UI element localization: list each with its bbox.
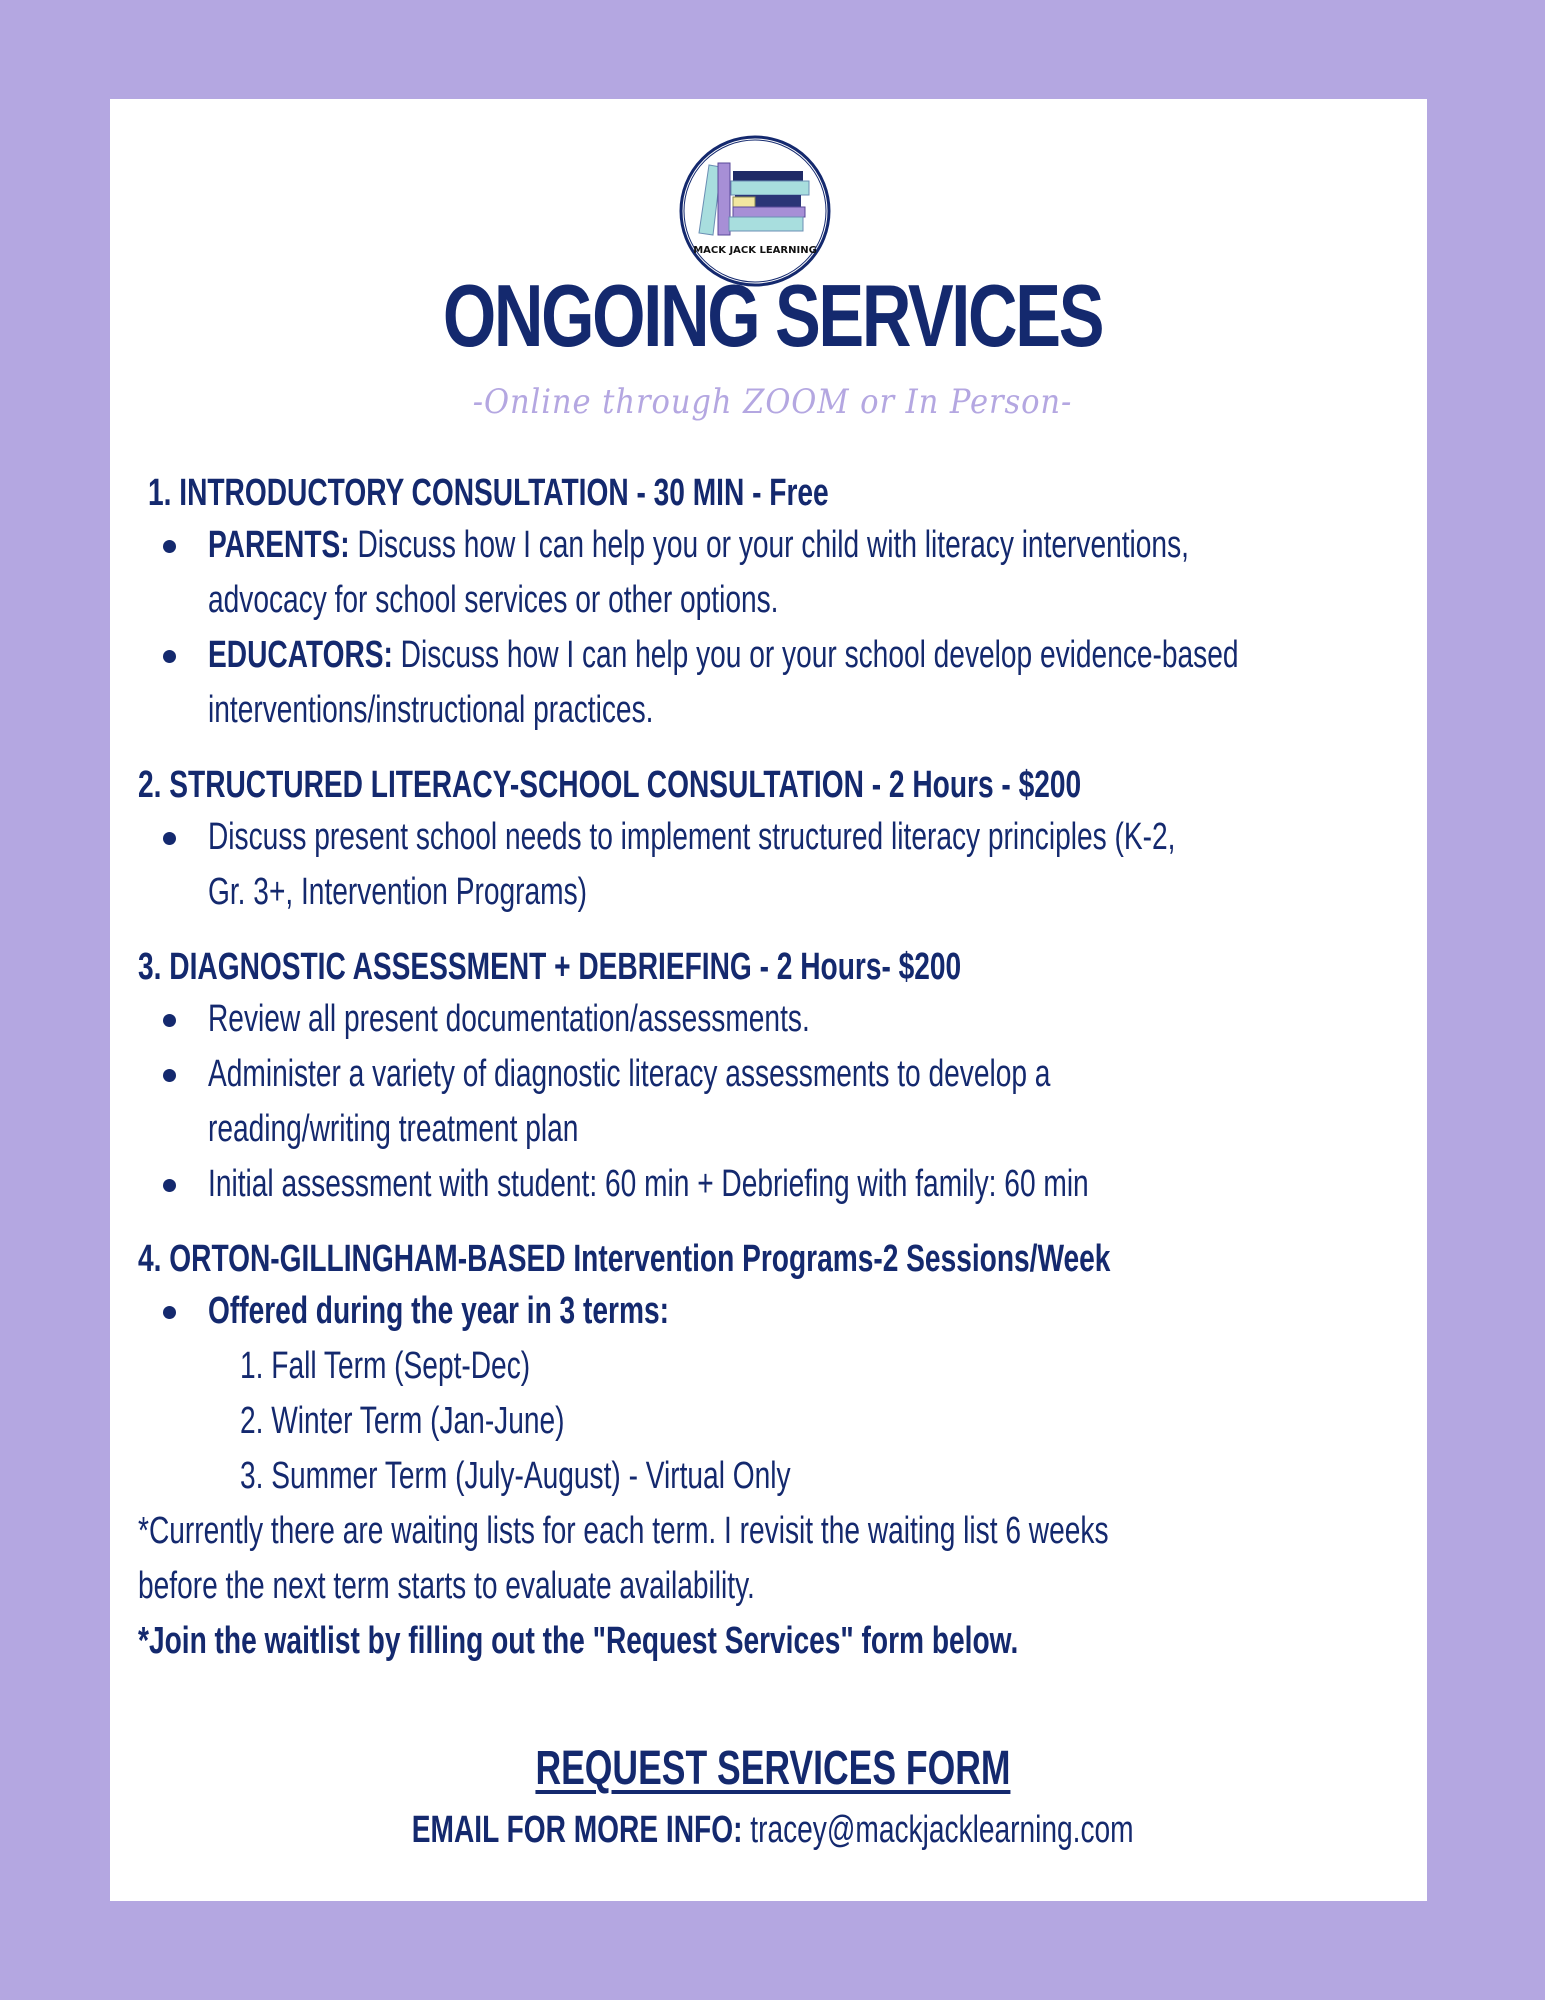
waitlist-note: before the next term starts to evaluate availability. (138, 1565, 755, 1607)
email-label: EMAIL FOR MORE INFO: (411, 1809, 743, 1851)
waitlist-note: *Currently there are waiting lists for each term. I revisit the waiting list 6 weeks (138, 1510, 1109, 1552)
bullet-icon (163, 1014, 176, 1027)
list-item: PARENTS: Discuss how I can help you or your child with literacy interventions, advocacy for school services or other options. (138, 518, 1408, 628)
service-orton-gillingham-programs (138, 1234, 1408, 1669)
section-heading: 3. DIAGNOSTIC ASSESSMENT + DEBRIEFING - 2 Hours- $200 (138, 946, 962, 988)
bullet-icon (163, 1179, 176, 1192)
section-heading: 4. ORTON-GILLINGHAM-BASED Intervention Programs-2 Sessions/Week (138, 1238, 1111, 1280)
bullet-icon (163, 1306, 176, 1319)
bullet-icon (163, 1069, 176, 1082)
email-address-link[interactable]: tracey@mackjacklearning.com (742, 1809, 1134, 1851)
page-title: ONGOING SERVICES (442, 266, 1103, 365)
list-item: Review all present documentation/assessments. (138, 992, 1408, 1047)
bullet-icon (163, 540, 176, 553)
waitlist-cta: *Join the waitlist by filling out the "Request Services" form below. (138, 1620, 1019, 1662)
section-heading: 1. INTRODUCTORY CONSULTATION - 30 MIN - Free (148, 472, 829, 514)
email-info (0, 1811, 1545, 1849)
section-heading: 2. STRUCTURED LITERACY-SCHOOL CONSULTATION - 2 Hours - $200 (138, 764, 1082, 806)
audience-label: EDUCATORS: (208, 634, 393, 676)
term-fall: 1. Fall Term (Sept-Dec) (240, 1345, 531, 1387)
list-item: Administer a variety of diagnostic literacy assessments to develop a reading/writing treatment plan (138, 1047, 1408, 1157)
term-summer: 3. Summer Term (July-August) - Virtual Only (240, 1455, 791, 1497)
audience-label: PARENTS: (208, 524, 350, 566)
service-introductory-consultation (138, 468, 1408, 738)
services-list (138, 468, 1408, 1691)
list-item: Offered during the year in 3 terms: (138, 1284, 1408, 1339)
footer (0, 1742, 1545, 1851)
service-structured-literacy-consultation (138, 760, 1408, 920)
list-item: Initial assessment with student: 60 min + Debriefing with family: 60 min (138, 1157, 1408, 1212)
page-subtitle: -Online through ZOOM or In Person- (472, 382, 1073, 422)
service-diagnostic-assessment (138, 942, 1408, 1212)
bullet-icon (163, 832, 176, 845)
request-services-form-link[interactable]: REQUEST SERVICES FORM (534, 1742, 1010, 1795)
list-item: EDUCATORS: Discuss how I can help you or your school develop evidence-based interventions/instructional practices. (138, 628, 1408, 738)
bullet-icon (163, 650, 176, 663)
list-item: Discuss present school needs to implement structured literacy principles (K-2, Gr. 3+, Intervention Programs) (138, 810, 1408, 920)
term-winter: 2. Winter Term (Jan-June) (240, 1400, 565, 1442)
svg-text:MACK JACK LEARNING: MACK JACK LEARNING (693, 245, 817, 256)
